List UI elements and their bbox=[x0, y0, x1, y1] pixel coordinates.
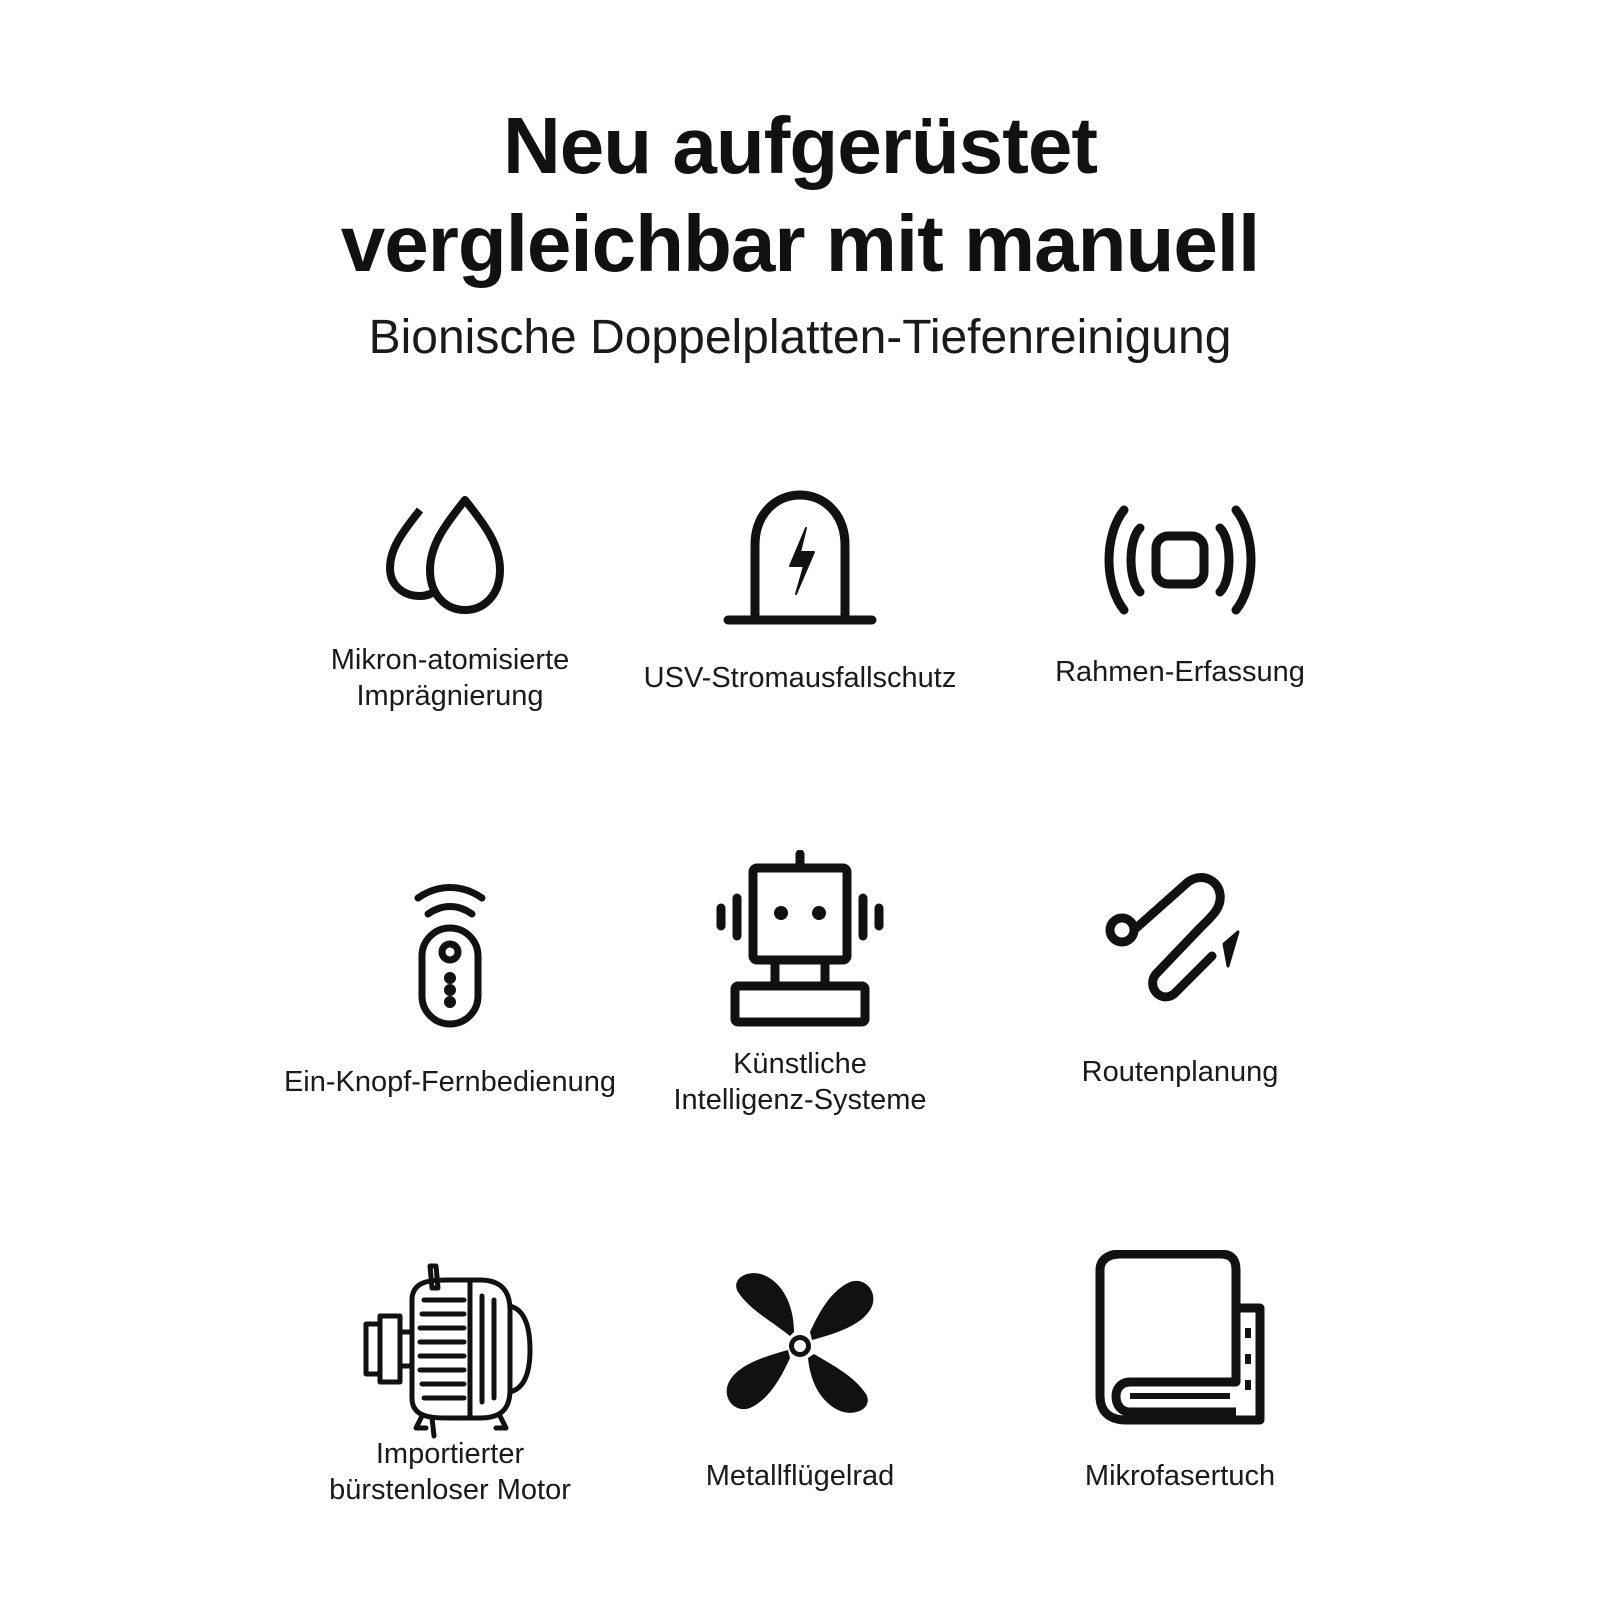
feature-label-line: Metallflügelrad bbox=[705, 1460, 895, 1492]
page-subtitle: Bionische Doppelplatten-Tiefenreinigung bbox=[368, 311, 1232, 364]
feature-label-line: Ein-Knopf-Fernbedienung bbox=[283, 1066, 617, 1098]
power-outage-protection-icon bbox=[590, 490, 1010, 630]
feature-label-line: Intelligenz-Systeme bbox=[673, 1084, 927, 1116]
feature-label bbox=[590, 1458, 1010, 1494]
feature-label-line: USV-Stromausfallschutz bbox=[643, 662, 957, 694]
route-planning-icon bbox=[970, 870, 1390, 1020]
feature-label-line: bürstenloser Motor bbox=[329, 1474, 571, 1506]
feature-label-line: Rahmen-Erfassung bbox=[1055, 656, 1305, 688]
feature-label-line: Imprägnierung bbox=[356, 680, 544, 712]
frame-sensor-icon bbox=[970, 500, 1390, 620]
feature-label-line: Routenplanung bbox=[1081, 1056, 1279, 1088]
title-line-2: vergleichbar mit manuell bbox=[340, 199, 1260, 288]
feature-label bbox=[970, 1458, 1390, 1494]
metal-impeller-icon bbox=[590, 1270, 1010, 1420]
feature-label-line: Künstliche bbox=[733, 1048, 867, 1080]
robot-icon bbox=[590, 850, 1010, 1030]
feature-label-line: Mikron-atomisierte bbox=[330, 644, 570, 676]
feature-label bbox=[970, 1054, 1390, 1090]
feature-label bbox=[970, 654, 1390, 690]
microfiber-cloth-icon bbox=[970, 1250, 1390, 1430]
feature-label bbox=[590, 1046, 1010, 1118]
title-line-1: Neu aufgerüstet bbox=[503, 101, 1097, 190]
feature-label-line: Importierter bbox=[375, 1438, 525, 1470]
feature-label-line: Mikrofasertuch bbox=[1084, 1460, 1276, 1492]
feature-label bbox=[590, 660, 1010, 696]
